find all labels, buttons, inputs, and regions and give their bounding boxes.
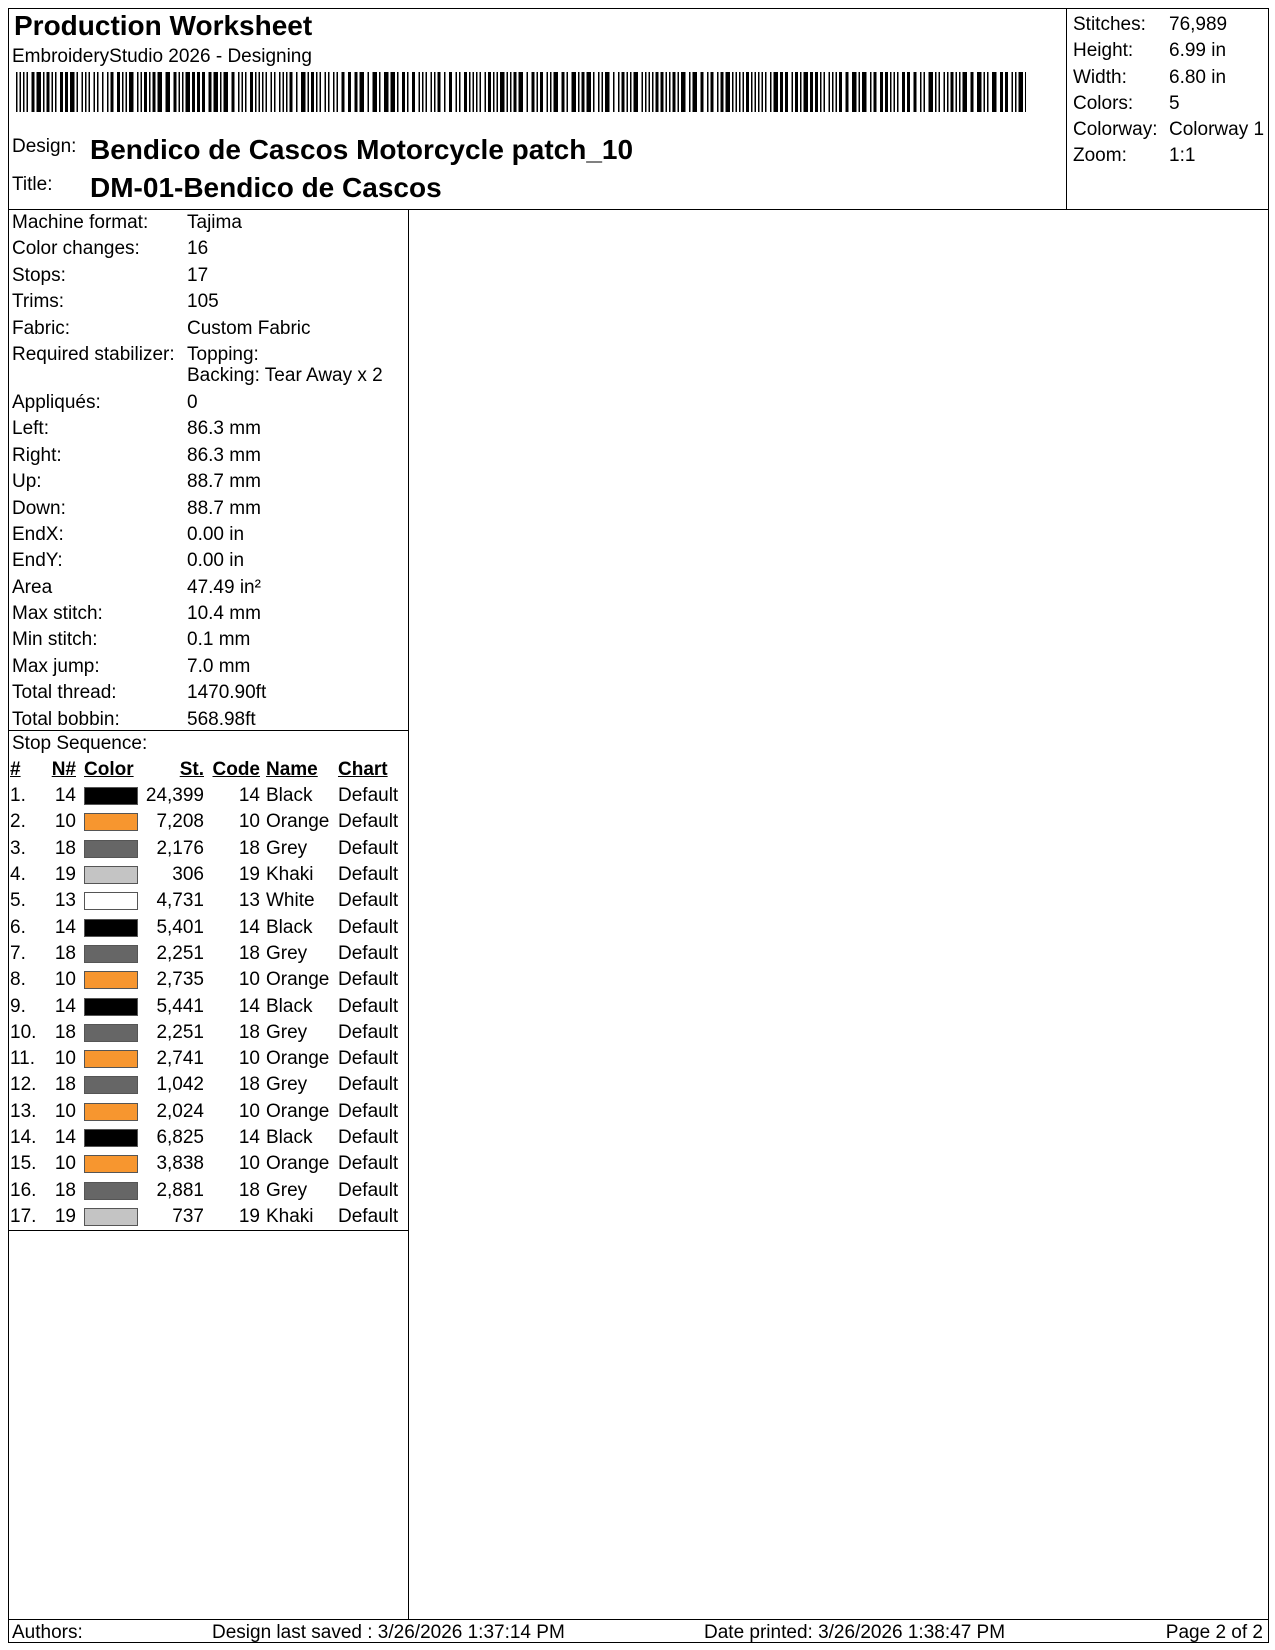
color-swatch bbox=[84, 945, 138, 963]
header-color: Color bbox=[84, 759, 134, 780]
stop-sequence-title: Stop Sequence: bbox=[12, 733, 148, 754]
property-row bbox=[8, 236, 408, 262]
color-swatch-cell bbox=[84, 836, 142, 862]
property-label: Stops: bbox=[12, 264, 66, 286]
stitch-count: 24,399 bbox=[145, 785, 204, 807]
design-title: DM-01-Bendico de Cascos bbox=[90, 172, 442, 203]
thread-code: 14 bbox=[238, 785, 260, 807]
footer-date-printed: Date printed: 3/26/2026 1:38:47 PM bbox=[704, 1622, 1006, 1643]
property-row bbox=[8, 390, 408, 416]
stitch-count: 2,176 bbox=[156, 837, 204, 859]
stitch-count: 2,881 bbox=[156, 1179, 204, 1201]
thread-name: Orange bbox=[266, 811, 330, 833]
thread-code: 10 bbox=[238, 1048, 260, 1070]
header-needle: N# bbox=[51, 759, 76, 780]
property-value: 0 bbox=[187, 391, 198, 413]
color-swatch bbox=[84, 1129, 138, 1147]
color-swatch bbox=[84, 787, 138, 805]
stop-number: 10. bbox=[10, 1021, 37, 1043]
property-label: Total bobbin: bbox=[12, 708, 120, 730]
footer-page-number: Page 2 of 2 bbox=[1165, 1622, 1263, 1643]
color-swatch-cell bbox=[84, 967, 142, 993]
header-stitches: St. bbox=[179, 759, 204, 780]
thread-code: 10 bbox=[238, 969, 260, 991]
stat-row bbox=[1067, 91, 1269, 117]
color-swatch bbox=[84, 1024, 138, 1042]
details-column bbox=[8, 210, 409, 1619]
property-label: EndX: bbox=[12, 523, 64, 545]
property-label: Min stitch: bbox=[12, 629, 98, 651]
stitch-count: 1,042 bbox=[156, 1074, 204, 1096]
property-label: Fabric: bbox=[12, 317, 71, 339]
thread-code: 14 bbox=[238, 995, 260, 1017]
property-value: 86.3 mm bbox=[187, 418, 261, 440]
thread-code: 10 bbox=[238, 1100, 260, 1122]
color-swatch-cell bbox=[84, 914, 142, 940]
stitch-count: 6,825 bbox=[156, 1127, 204, 1148]
color-swatch-cell bbox=[84, 862, 142, 888]
property-value: Custom Fabric bbox=[187, 317, 311, 339]
thread-chart: Default bbox=[338, 1127, 399, 1148]
thread-chart: Default bbox=[338, 1153, 399, 1175]
thread-code: 14 bbox=[238, 1127, 260, 1148]
thread-name: Grey bbox=[266, 1074, 308, 1096]
thread-name: Orange bbox=[266, 969, 330, 991]
property-row bbox=[8, 263, 408, 289]
property-value: 10.4 mm bbox=[187, 603, 261, 625]
design-label: Design: bbox=[12, 136, 77, 157]
thread-name: Grey bbox=[266, 942, 308, 964]
stop-number: 6. bbox=[10, 916, 26, 938]
color-swatch bbox=[84, 1182, 138, 1200]
thread-name: White bbox=[266, 890, 315, 912]
thread-code: 14 bbox=[238, 916, 260, 938]
thread-name: Black bbox=[266, 1127, 313, 1148]
property-label: Max jump: bbox=[12, 655, 100, 677]
color-swatch-cell bbox=[84, 1099, 142, 1125]
stop-number: 12. bbox=[10, 1074, 37, 1096]
needle-number: 18 bbox=[54, 1021, 76, 1043]
header-num: # bbox=[10, 759, 21, 780]
property-row bbox=[8, 707, 408, 733]
thread-chart: Default bbox=[338, 811, 399, 833]
property-label: Left: bbox=[12, 418, 49, 440]
property-value: 86.3 mm bbox=[187, 444, 261, 466]
stat-value: 5 bbox=[1169, 92, 1180, 114]
property-label: Required stabilizer: bbox=[12, 343, 175, 365]
thread-code: 10 bbox=[238, 1153, 260, 1175]
table-row bbox=[10, 1099, 398, 1125]
needle-number: 10 bbox=[54, 1048, 76, 1070]
property-value: 1470.90ft bbox=[187, 682, 267, 704]
table-row bbox=[10, 993, 398, 1019]
stop-number: 1. bbox=[10, 785, 26, 807]
thread-name: Black bbox=[266, 916, 313, 938]
stat-label: Width: bbox=[1073, 66, 1127, 88]
property-value-line: Backing: Tear Away x 2 bbox=[187, 364, 383, 386]
color-swatch-cell bbox=[84, 1072, 142, 1098]
property-label: Down: bbox=[12, 497, 66, 519]
property-row bbox=[8, 680, 408, 706]
property-row bbox=[8, 654, 408, 680]
color-swatch-cell bbox=[84, 1204, 142, 1230]
software-subtitle: EmbroideryStudio 2026 - Designing bbox=[12, 46, 312, 67]
property-label: Appliqués: bbox=[12, 391, 101, 413]
needle-number: 14 bbox=[54, 1127, 76, 1148]
design-name: Bendico de Cascos Motorcycle patch_10 bbox=[90, 134, 634, 165]
thread-chart: Default bbox=[338, 890, 399, 912]
color-swatch bbox=[84, 866, 138, 884]
stat-value: 76,989 bbox=[1169, 14, 1228, 35]
stop-number: 9. bbox=[10, 995, 26, 1017]
needle-number: 19 bbox=[54, 1205, 76, 1227]
property-row bbox=[8, 443, 408, 469]
property-value: 568.98ft bbox=[187, 708, 256, 730]
color-swatch bbox=[84, 1076, 138, 1094]
thread-code: 10 bbox=[238, 811, 260, 833]
thread-chart: Default bbox=[338, 1021, 399, 1043]
stitch-count: 3,838 bbox=[156, 1153, 204, 1175]
stop-number: 7. bbox=[10, 942, 26, 964]
thread-chart: Default bbox=[338, 1205, 399, 1227]
header-code: Code bbox=[212, 759, 260, 780]
thread-name: Orange bbox=[266, 1048, 330, 1070]
stitch-count: 306 bbox=[172, 864, 204, 886]
stop-number: 8. bbox=[10, 969, 26, 991]
worksheet-header bbox=[8, 8, 1269, 210]
stitch-count: 2,251 bbox=[156, 1021, 204, 1043]
property-row bbox=[8, 522, 408, 548]
property-value: 17 bbox=[187, 264, 209, 286]
stat-value: 1:1 bbox=[1169, 145, 1196, 167]
thread-name: Khaki bbox=[266, 864, 314, 886]
needle-number: 10 bbox=[54, 1153, 76, 1175]
stat-value: 6.99 in bbox=[1169, 40, 1227, 62]
thread-chart: Default bbox=[338, 916, 399, 938]
thread-chart: Default bbox=[338, 837, 399, 859]
stat-value: 6.80 in bbox=[1169, 66, 1227, 88]
table-row bbox=[10, 1072, 398, 1098]
property-value: 7.0 mm bbox=[187, 655, 251, 677]
thread-chart: Default bbox=[338, 1048, 399, 1070]
stat-row bbox=[1067, 38, 1269, 64]
thread-name: Grey bbox=[266, 1179, 308, 1201]
table-row bbox=[10, 888, 398, 914]
needle-number: 18 bbox=[54, 1179, 76, 1201]
footer-last-saved: Design last saved : 3/26/2026 1:37:14 PM bbox=[212, 1622, 565, 1643]
property-label: Max stitch: bbox=[12, 603, 103, 625]
stop-number: 17. bbox=[10, 1205, 37, 1227]
header-name: Name bbox=[266, 759, 318, 780]
property-row bbox=[8, 496, 408, 522]
stitch-count: 5,401 bbox=[156, 916, 204, 938]
table-row bbox=[10, 836, 398, 862]
stop-number: 14. bbox=[10, 1127, 37, 1148]
needle-number: 14 bbox=[54, 995, 76, 1017]
stat-label: Colorway: bbox=[1073, 119, 1158, 141]
needle-number: 19 bbox=[54, 864, 76, 886]
stat-row bbox=[1067, 12, 1269, 38]
property-value: 16 bbox=[187, 238, 209, 260]
stitch-count: 2,024 bbox=[156, 1100, 204, 1122]
table-row bbox=[10, 941, 398, 967]
stat-label: Colors: bbox=[1073, 92, 1134, 114]
property-label: Total thread: bbox=[12, 682, 117, 704]
color-swatch-cell bbox=[84, 1125, 142, 1151]
stitch-count: 5,441 bbox=[156, 995, 204, 1017]
stitch-count: 2,735 bbox=[156, 969, 204, 991]
property-value: 47.49 in² bbox=[187, 576, 261, 598]
needle-number: 18 bbox=[54, 942, 76, 964]
color-swatch-cell bbox=[84, 809, 142, 835]
property-value: 0.1 mm bbox=[187, 629, 251, 651]
needle-number: 13 bbox=[54, 890, 76, 912]
thread-name: Black bbox=[266, 785, 313, 807]
thread-code: 18 bbox=[238, 942, 260, 964]
thread-code: 13 bbox=[238, 890, 260, 912]
thread-code: 18 bbox=[238, 1074, 260, 1096]
color-swatch-cell bbox=[84, 1020, 142, 1046]
stats-box bbox=[1066, 8, 1269, 210]
property-row bbox=[8, 575, 408, 601]
header-chart: Chart bbox=[338, 759, 388, 780]
property-label: Trims: bbox=[12, 291, 65, 313]
property-row bbox=[8, 289, 408, 315]
stop-sequence-table bbox=[10, 757, 398, 1230]
thread-code: 18 bbox=[238, 837, 260, 859]
table-row bbox=[10, 1204, 398, 1230]
property-row bbox=[8, 627, 408, 653]
stop-number: 11. bbox=[10, 1048, 36, 1070]
thread-name: Grey bbox=[266, 837, 308, 859]
table-row bbox=[10, 1151, 398, 1177]
color-swatch-cell bbox=[84, 1151, 142, 1177]
thread-chart: Default bbox=[338, 1074, 399, 1096]
table-row bbox=[10, 809, 398, 835]
thread-name: Orange bbox=[266, 1100, 330, 1122]
table-row bbox=[10, 862, 398, 888]
stop-number: 16. bbox=[10, 1179, 37, 1201]
stop-number: 15. bbox=[10, 1153, 37, 1175]
stat-row bbox=[1067, 143, 1269, 169]
thread-code: 19 bbox=[238, 864, 260, 886]
property-value: 0.00 in bbox=[187, 550, 245, 572]
property-label: Right: bbox=[12, 444, 62, 466]
table-row bbox=[10, 1177, 398, 1203]
worksheet-footer bbox=[8, 1619, 1269, 1643]
color-swatch bbox=[84, 892, 138, 910]
property-row bbox=[8, 469, 408, 495]
property-row bbox=[8, 416, 408, 442]
color-swatch-cell bbox=[84, 783, 142, 809]
color-swatch bbox=[84, 1103, 138, 1121]
title-label: Title: bbox=[12, 174, 53, 195]
needle-number: 10 bbox=[54, 969, 76, 991]
property-value: 88.7 mm bbox=[187, 471, 261, 493]
property-label: EndY: bbox=[12, 550, 63, 572]
thread-chart: Default bbox=[338, 864, 399, 886]
stat-row bbox=[1067, 65, 1269, 91]
thread-chart: Default bbox=[338, 1100, 399, 1122]
table-row bbox=[10, 1020, 398, 1046]
table-row bbox=[10, 967, 398, 993]
thread-chart: Default bbox=[338, 995, 399, 1017]
table-row bbox=[10, 1046, 398, 1072]
footer-authors: Authors: bbox=[12, 1622, 83, 1643]
needle-number: 18 bbox=[54, 1074, 76, 1096]
table-row bbox=[10, 1125, 398, 1151]
stitch-count: 4,731 bbox=[156, 890, 204, 912]
needle-number: 14 bbox=[54, 785, 76, 807]
color-swatch bbox=[84, 998, 138, 1016]
thread-code: 18 bbox=[238, 1021, 260, 1043]
stop-number: 13. bbox=[10, 1100, 37, 1122]
thread-chart: Default bbox=[338, 1179, 399, 1201]
stat-label: Zoom: bbox=[1073, 145, 1127, 167]
thread-name: Khaki bbox=[266, 1205, 314, 1227]
property-row bbox=[8, 342, 408, 390]
property-value: 0.00 in bbox=[187, 523, 245, 545]
stitch-count: 2,741 bbox=[156, 1048, 204, 1070]
table-header-row bbox=[10, 757, 398, 783]
needle-number: 18 bbox=[54, 837, 76, 859]
needle-number: 14 bbox=[54, 916, 76, 938]
stat-label: Stitches: bbox=[1073, 14, 1146, 35]
color-swatch bbox=[84, 971, 138, 989]
color-swatch bbox=[84, 840, 138, 858]
stop-number: 5. bbox=[10, 890, 26, 912]
stitch-count: 737 bbox=[172, 1205, 204, 1227]
color-swatch-cell bbox=[84, 993, 142, 1019]
property-row bbox=[8, 316, 408, 342]
barcode bbox=[16, 72, 1026, 112]
thread-name: Grey bbox=[266, 1021, 308, 1043]
design-properties bbox=[8, 210, 408, 731]
page-title: Production Worksheet bbox=[14, 10, 313, 41]
thread-code: 18 bbox=[238, 1179, 260, 1201]
thread-chart: Default bbox=[338, 969, 399, 991]
thread-code: 19 bbox=[238, 1205, 260, 1227]
property-row bbox=[8, 548, 408, 574]
property-value: 88.7 mm bbox=[187, 497, 261, 519]
color-swatch bbox=[84, 1208, 138, 1226]
needle-number: 10 bbox=[54, 1100, 76, 1122]
property-value: Tajima bbox=[187, 212, 242, 233]
stitch-count: 2,251 bbox=[156, 942, 204, 964]
color-swatch-cell bbox=[84, 888, 142, 914]
property-label: Up: bbox=[12, 471, 42, 493]
table-row bbox=[10, 914, 398, 940]
stat-row bbox=[1067, 117, 1269, 143]
property-label: Area bbox=[12, 576, 53, 598]
property-row bbox=[8, 210, 408, 236]
stop-number: 2. bbox=[10, 811, 26, 833]
property-value bbox=[187, 342, 383, 390]
stat-value: Colorway 1 bbox=[1169, 119, 1265, 141]
property-value: 105 bbox=[187, 291, 219, 313]
thread-name: Black bbox=[266, 995, 313, 1017]
stop-number: 3. bbox=[10, 837, 26, 859]
color-swatch bbox=[84, 1155, 138, 1173]
color-swatch-cell bbox=[84, 1046, 142, 1072]
property-value-line: Topping: bbox=[187, 343, 259, 365]
thread-chart: Default bbox=[338, 942, 399, 964]
property-label: Color changes: bbox=[12, 238, 140, 260]
color-swatch bbox=[84, 919, 138, 937]
color-swatch bbox=[84, 813, 138, 831]
thread-chart: Default bbox=[338, 785, 399, 807]
thread-name: Orange bbox=[266, 1153, 330, 1175]
stop-sequence bbox=[8, 731, 408, 1231]
color-swatch bbox=[84, 1050, 138, 1068]
needle-number: 10 bbox=[54, 811, 76, 833]
color-swatch-cell bbox=[84, 941, 142, 967]
property-row bbox=[8, 601, 408, 627]
stat-label: Height: bbox=[1073, 40, 1134, 62]
stitch-count: 7,208 bbox=[156, 811, 204, 833]
stop-number: 4. bbox=[10, 864, 26, 886]
color-swatch-cell bbox=[84, 1177, 142, 1203]
table-row bbox=[10, 783, 398, 809]
property-label: Machine format: bbox=[12, 212, 149, 233]
